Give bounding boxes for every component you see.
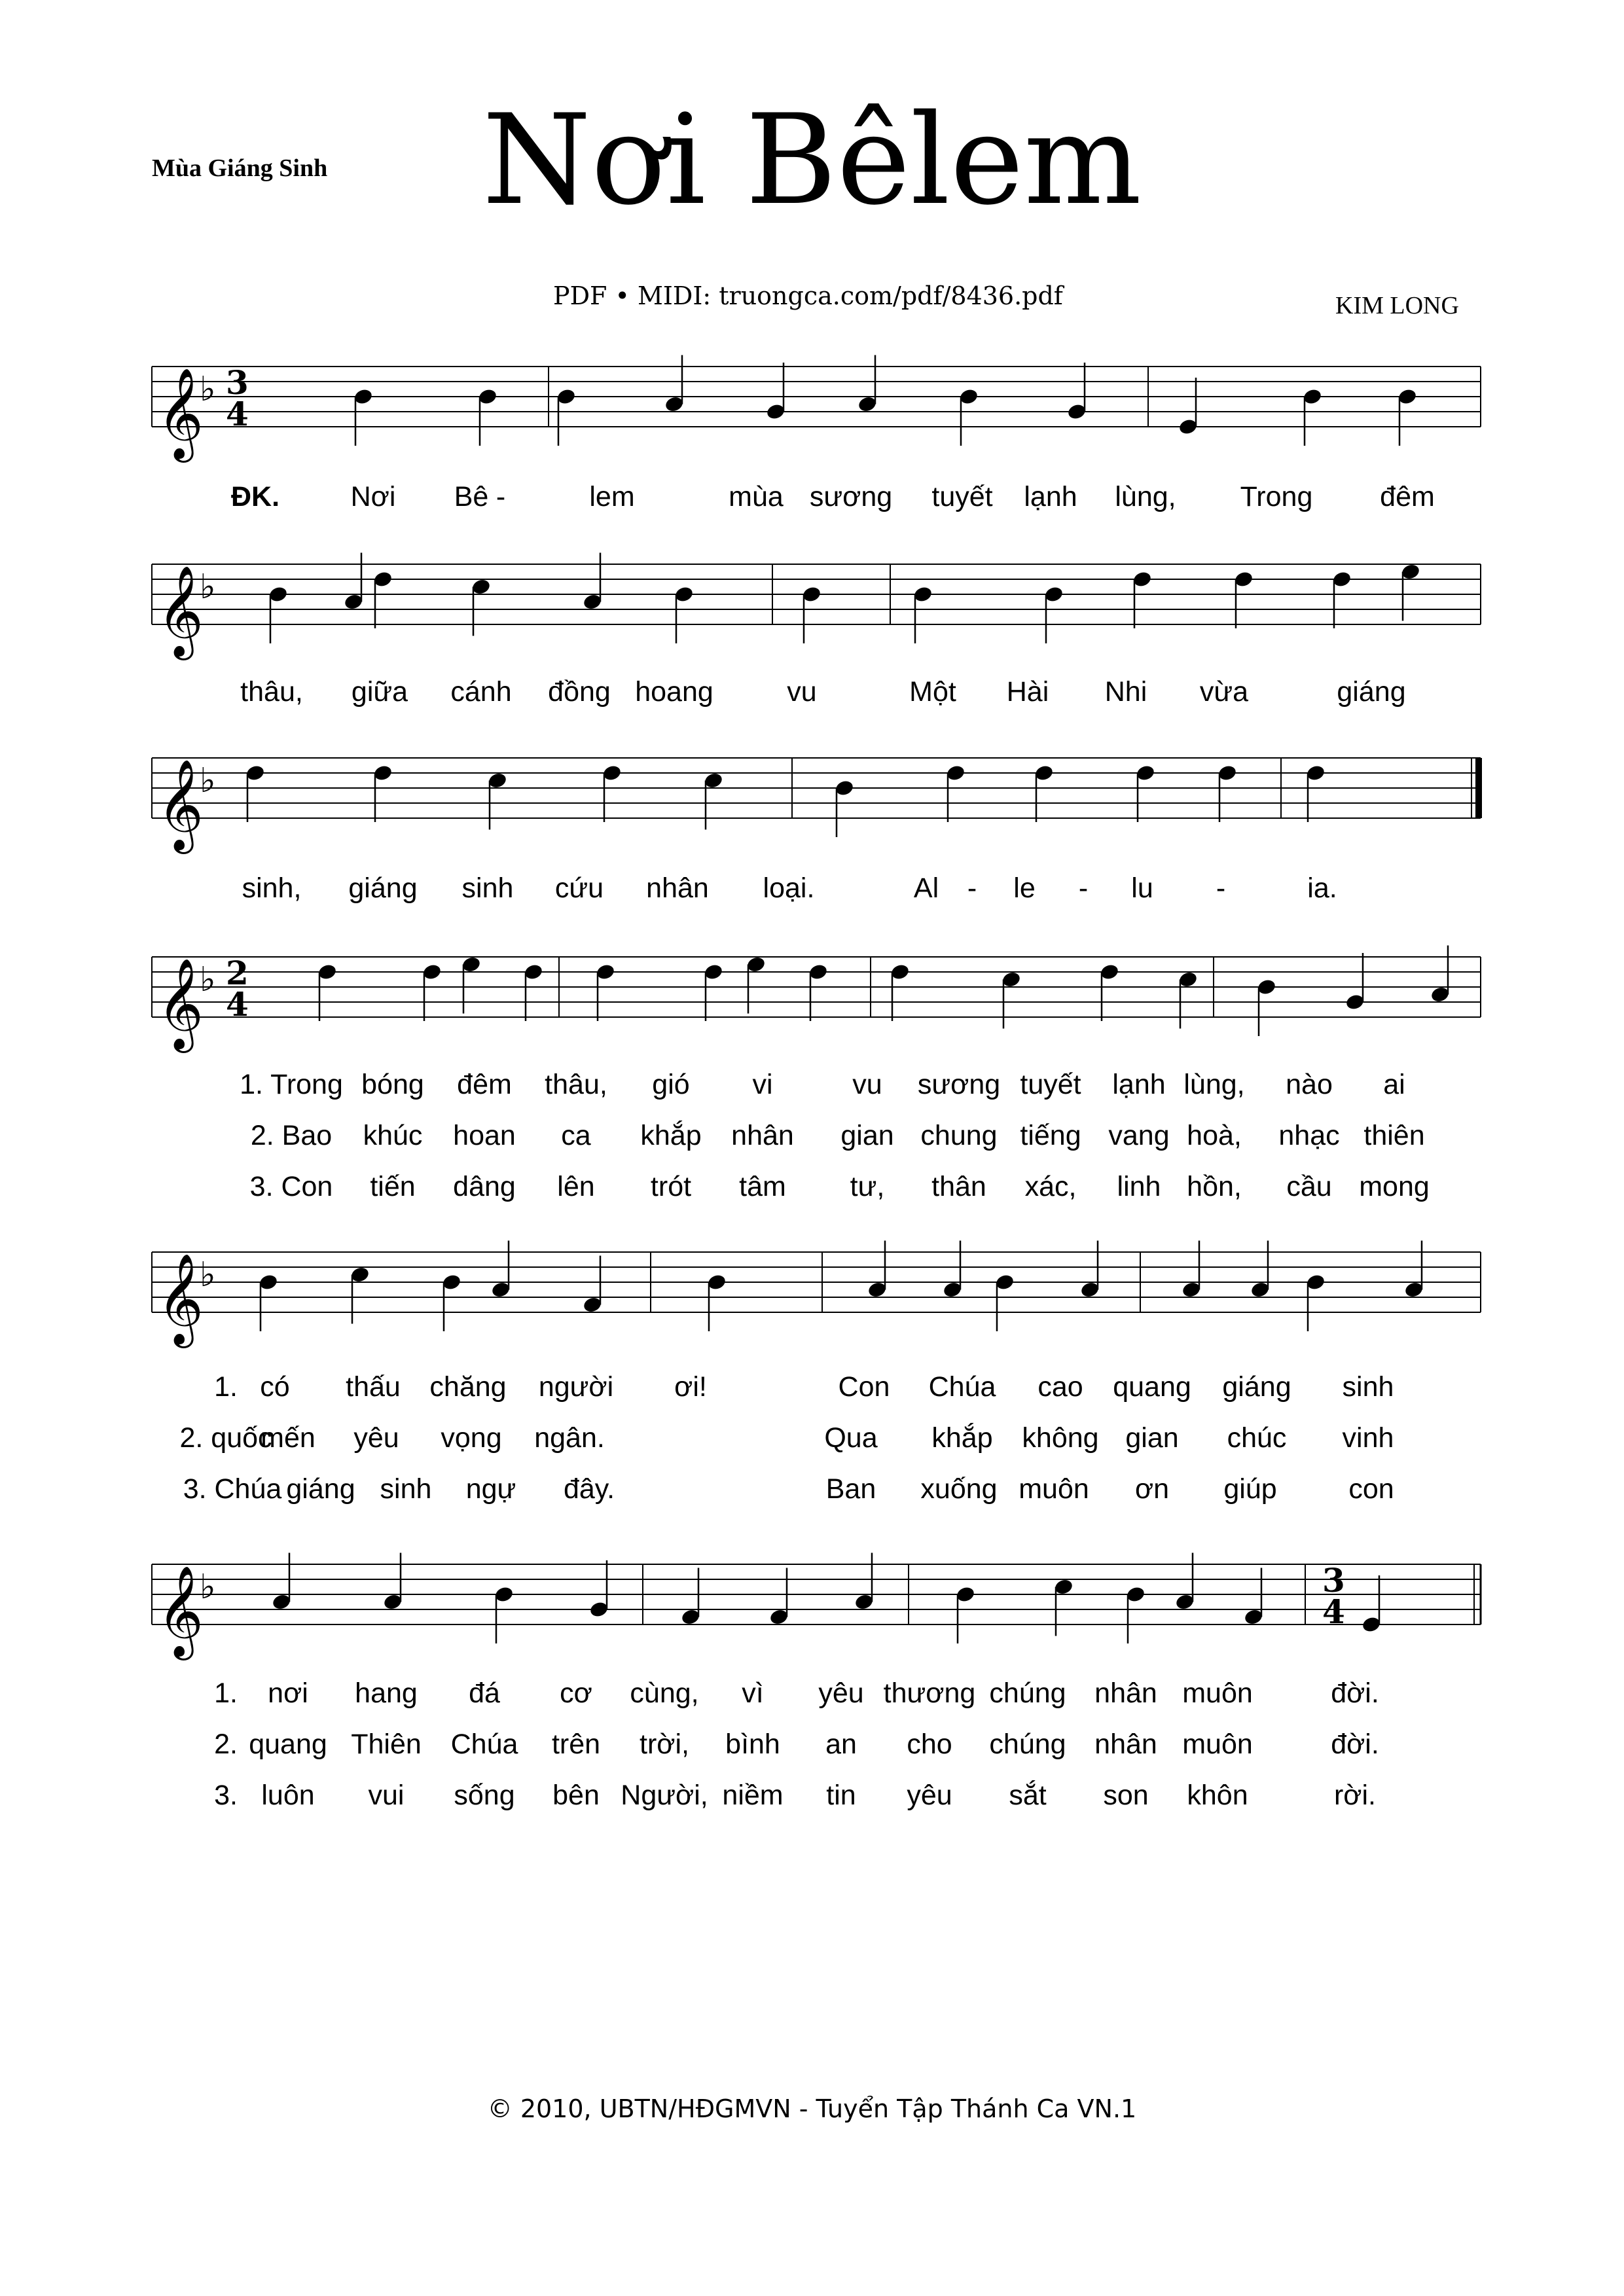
lyric-syllable: đây. <box>563 1473 615 1505</box>
lyric-syllable: giáng <box>1337 676 1406 708</box>
lyric-syllable: không <box>1022 1422 1099 1454</box>
lyric-syllable: thương <box>883 1677 976 1709</box>
lyric-syllable: trời, <box>640 1729 689 1760</box>
lyric-syllable: đêm <box>1380 481 1435 512</box>
staff-system-4 <box>152 946 1481 1054</box>
time-signature-bottom: 4 <box>1322 1592 1345 1631</box>
lyric-syllable: 2. <box>214 1729 238 1760</box>
lyric-syllable: khắp <box>640 1120 702 1151</box>
lyric-syllable: quang <box>1113 1371 1191 1403</box>
lyric-syllable: xuống <box>920 1473 998 1505</box>
lyric-syllable: chúng <box>989 1677 1066 1709</box>
lyric-syllable: lùng, <box>1115 481 1176 512</box>
lyric-syllable: giúp <box>1223 1473 1277 1505</box>
lyric-syllable: lạnh <box>1024 481 1077 512</box>
lyric-syllable: vinh <box>1342 1422 1394 1454</box>
lyric-syllable: khôn <box>1187 1780 1248 1811</box>
lyric-syllable: khúc <box>363 1120 423 1151</box>
lyric-syllable: Chúa <box>928 1371 996 1403</box>
lyric-syllable: đêm <box>457 1069 512 1100</box>
lyric-syllable: ia. <box>1307 872 1337 904</box>
lyric-syllable: gió <box>652 1069 690 1100</box>
lyric-syllable: - <box>1216 872 1226 904</box>
flat-icon: ♭ <box>200 761 216 800</box>
staff-system-6 <box>152 1553 1481 1661</box>
lyric-syllable: nhân <box>1094 1677 1157 1709</box>
lyric-syllable: ơn <box>1134 1473 1170 1505</box>
lyric-syllable: an <box>825 1729 857 1760</box>
lyric-syllable: tuyết <box>931 481 993 512</box>
lyric-syllable: nhân <box>1094 1729 1157 1760</box>
lyric-syllable: cho <box>907 1729 952 1760</box>
lyric-syllable: rời. <box>1333 1780 1377 1811</box>
lyric-syllable: giáng <box>286 1473 355 1505</box>
treble-clef-icon: 𝄞 <box>157 1253 204 1344</box>
treble-clef-icon: 𝄞 <box>157 565 204 656</box>
lyric-syllable: sương <box>809 481 893 512</box>
lyric-syllable: hoang <box>635 676 713 708</box>
flat-icon: ♭ <box>200 370 216 409</box>
lyric-syllable: Ban <box>825 1473 876 1505</box>
lyric-syllable: vừa <box>1199 676 1249 708</box>
lyric-syllable: - <box>967 872 977 904</box>
lyric-syllable: đá <box>469 1677 500 1709</box>
refrain-label: ĐK. <box>230 481 280 512</box>
lyric-syllable: bình <box>725 1729 780 1760</box>
lyric-syllable: Qua <box>824 1422 878 1454</box>
lyric-syllable: người <box>538 1371 614 1403</box>
lyric-syllable: đồng <box>548 676 611 708</box>
lyric-syllable: giữa <box>351 676 408 708</box>
lyric-syllable: sương <box>917 1069 1001 1100</box>
lyric-syllable: vì <box>742 1677 764 1709</box>
lyric-syllable: loại. <box>763 872 815 904</box>
lyric-syllable: tâm <box>739 1171 786 1202</box>
lyric-syllable: Hài <box>1006 676 1049 708</box>
lyric-syllable: le <box>1013 872 1036 904</box>
lyric-syllable: Nơi <box>350 481 396 512</box>
lyric-syllable: nhân <box>731 1120 794 1151</box>
lyric-syllable: thấu <box>346 1371 401 1403</box>
lyric-syllable: hoà, <box>1187 1120 1242 1151</box>
lyric-syllable: cao <box>1038 1371 1083 1403</box>
treble-clef-icon: 𝄞 <box>157 759 204 850</box>
lyric-syllable: muôn <box>1019 1473 1089 1505</box>
lyric-syllable: mùa <box>729 481 784 512</box>
lyric-syllable: yêu <box>353 1422 399 1454</box>
lyric-syllable: nhân <box>646 872 709 904</box>
lyric-syllable: vu <box>852 1069 882 1100</box>
lyric-syllable: đời. <box>1331 1729 1379 1760</box>
lyric-syllable: luôn <box>261 1780 315 1811</box>
staff-system-5 <box>152 1241 1481 1349</box>
lyric-syllable: vang <box>1108 1120 1170 1151</box>
lyric-syllable: yêu <box>907 1780 952 1811</box>
lyric-syllable: 3. Con <box>249 1171 333 1202</box>
lyric-syllable: khắp <box>931 1422 993 1454</box>
flat-icon: ♭ <box>200 1568 216 1607</box>
flat-icon: ♭ <box>200 567 216 607</box>
copyright-footer: © 2010, UBTN/HĐGMVN - Tuyển Tập Thánh Ca VN.1 <box>487 2094 1137 2123</box>
lyric-syllable: ơi! <box>674 1371 707 1403</box>
treble-clef-icon: 𝄞 <box>157 368 204 459</box>
lyric-syllable: Nhi <box>1104 676 1147 708</box>
flat-icon: ♭ <box>200 960 216 999</box>
lyric-syllable: 1. <box>214 1371 238 1403</box>
lyric-syllable: ngự <box>465 1473 516 1505</box>
lyric-syllable: cầu <box>1286 1171 1332 1202</box>
lyric-syllable: - <box>1078 872 1089 904</box>
source-link[interactable]: PDF • MIDI: truongca.com/pdf/8436.pdf <box>553 281 1063 310</box>
lyric-syllable: 2. Bao <box>250 1120 333 1151</box>
lyric-syllable: tin <box>826 1780 856 1811</box>
lyric-syllable: Al <box>913 872 939 904</box>
lyric-syllable: gian <box>840 1120 894 1151</box>
lyric-syllable: 3. Chúa <box>183 1473 282 1505</box>
lyric-syllable: ai <box>1383 1069 1405 1100</box>
flat-icon: ♭ <box>200 1255 216 1295</box>
time-signature-bottom: 4 <box>226 985 249 1024</box>
lyric-syllable: hồn, <box>1187 1171 1242 1202</box>
lyric-syllable: ca <box>561 1120 591 1151</box>
final-barline <box>1475 758 1482 818</box>
lyric-syllable: lu <box>1131 872 1153 904</box>
lyric-syllable: sinh <box>380 1473 432 1505</box>
lyric-syllable: thân <box>931 1171 986 1202</box>
lyric-syllable: mong <box>1359 1171 1430 1202</box>
lyric-syllable: Người, <box>621 1780 708 1811</box>
lyric-syllable: yêu <box>818 1677 864 1709</box>
lyric-syllable: sinh <box>1342 1371 1394 1403</box>
lyric-syllable: vui <box>368 1780 405 1811</box>
time-signature-top: 3 <box>1322 1561 1345 1600</box>
lyric-syllable: lên <box>557 1171 595 1202</box>
lyric-syllable: son <box>1103 1780 1149 1811</box>
lyric-syllable: vọng <box>441 1422 502 1454</box>
lyric-syllable: dâng <box>453 1171 516 1202</box>
lyric-syllable: tiến <box>370 1171 416 1202</box>
lyric-syllable: 3. <box>214 1780 238 1811</box>
lyric-syllable: thâu, <box>240 676 303 708</box>
lyric-syllable: cơ <box>560 1677 592 1709</box>
lyric-syllable: giáng <box>348 872 418 904</box>
lyric-syllable: tiếng <box>1020 1120 1081 1151</box>
lyric-syllable: tuyết <box>1020 1069 1081 1100</box>
treble-clef-icon: 𝄞 <box>157 958 204 1049</box>
lyric-syllable: Chúa <box>450 1729 518 1760</box>
lyric-syllable: chúc <box>1227 1422 1287 1454</box>
lyric-syllable: con <box>1348 1473 1394 1505</box>
staff-system-3 <box>152 758 1482 854</box>
lyric-syllable: 1. Trong <box>240 1069 343 1100</box>
lyric-syllable: 1. <box>214 1677 238 1709</box>
lyric-syllable: lem <box>589 481 635 512</box>
lyric-syllable: trót <box>650 1171 692 1202</box>
lyric-syllable: 2. quốc <box>179 1422 272 1454</box>
lyric-syllable: cùng, <box>630 1677 699 1709</box>
lyric-syllable: vi <box>752 1069 773 1100</box>
lyric-syllable: linh <box>1117 1171 1161 1202</box>
lyric-syllable: hoan <box>453 1120 516 1151</box>
staff-system-2 <box>152 553 1481 661</box>
lyric-syllable: lùng, <box>1183 1069 1245 1100</box>
lyric-syllable: trên <box>551 1729 601 1760</box>
lyric-syllable: chúng <box>989 1729 1066 1760</box>
treble-clef-icon: 𝄞 <box>157 1566 204 1657</box>
lyric-syllable: muôn <box>1182 1677 1253 1709</box>
lyric-syllable: Con <box>838 1371 890 1403</box>
lyric-syllable: thiên <box>1363 1120 1425 1151</box>
lyric-syllable: ngân. <box>534 1422 605 1454</box>
lyric-syllable: - <box>496 481 506 512</box>
lyric-syllable: mến <box>261 1422 316 1454</box>
lyric-syllable: vu <box>787 676 817 708</box>
lyric-syllable: chung <box>920 1120 998 1151</box>
lyric-syllable: thâu, <box>545 1069 607 1100</box>
lyric-syllable: tư, <box>850 1171 885 1202</box>
lyric-syllable: bóng <box>361 1069 424 1100</box>
lyric-syllable: sắt <box>1009 1780 1047 1811</box>
lyric-syllable: đời. <box>1331 1677 1379 1709</box>
lyric-syllable: có <box>260 1371 290 1403</box>
lyric-syllable: giáng <box>1222 1371 1291 1403</box>
lyric-syllable: chăng <box>429 1371 507 1403</box>
composer-name: KIM LONG <box>1335 292 1459 319</box>
lyric-syllable: cứu <box>554 872 604 904</box>
lyric-syllable: Trong <box>1240 481 1313 512</box>
lyric-syllable: Một <box>909 676 956 708</box>
time-signature-bottom: 4 <box>226 395 249 433</box>
lyric-syllable: nào <box>1286 1069 1333 1100</box>
lyric-syllable: nhạc <box>1278 1120 1340 1151</box>
lyric-syllable: sinh <box>461 872 514 904</box>
lyric-syllable: gian <box>1125 1422 1179 1454</box>
lyric-syllable: bên <box>552 1780 600 1811</box>
lyric-syllable: hang <box>355 1677 418 1709</box>
lyric-syllable: cánh <box>450 676 512 708</box>
lyric-syllable: sinh, <box>242 872 302 904</box>
time-signature-top: 2 <box>226 954 249 992</box>
lyric-syllable: xác, <box>1024 1171 1077 1202</box>
lyric-syllable: quang <box>249 1729 327 1760</box>
lyric-syllable: Bê <box>454 481 489 512</box>
lyric-syllable: niềm <box>722 1780 784 1811</box>
lyric-syllable: muôn <box>1182 1729 1253 1760</box>
lyric-syllable: Thiên <box>351 1729 422 1760</box>
lyric-syllable: sống <box>454 1780 515 1811</box>
song-title: Nơi Bêlem <box>482 88 1142 232</box>
time-signature-top: 3 <box>226 363 249 402</box>
lyric-syllable: nơi <box>268 1677 308 1709</box>
staff-system-1 <box>152 355 1481 463</box>
lyric-syllable: lạnh <box>1112 1069 1166 1100</box>
season-label: Mùa Giáng Sinh <box>152 154 328 182</box>
